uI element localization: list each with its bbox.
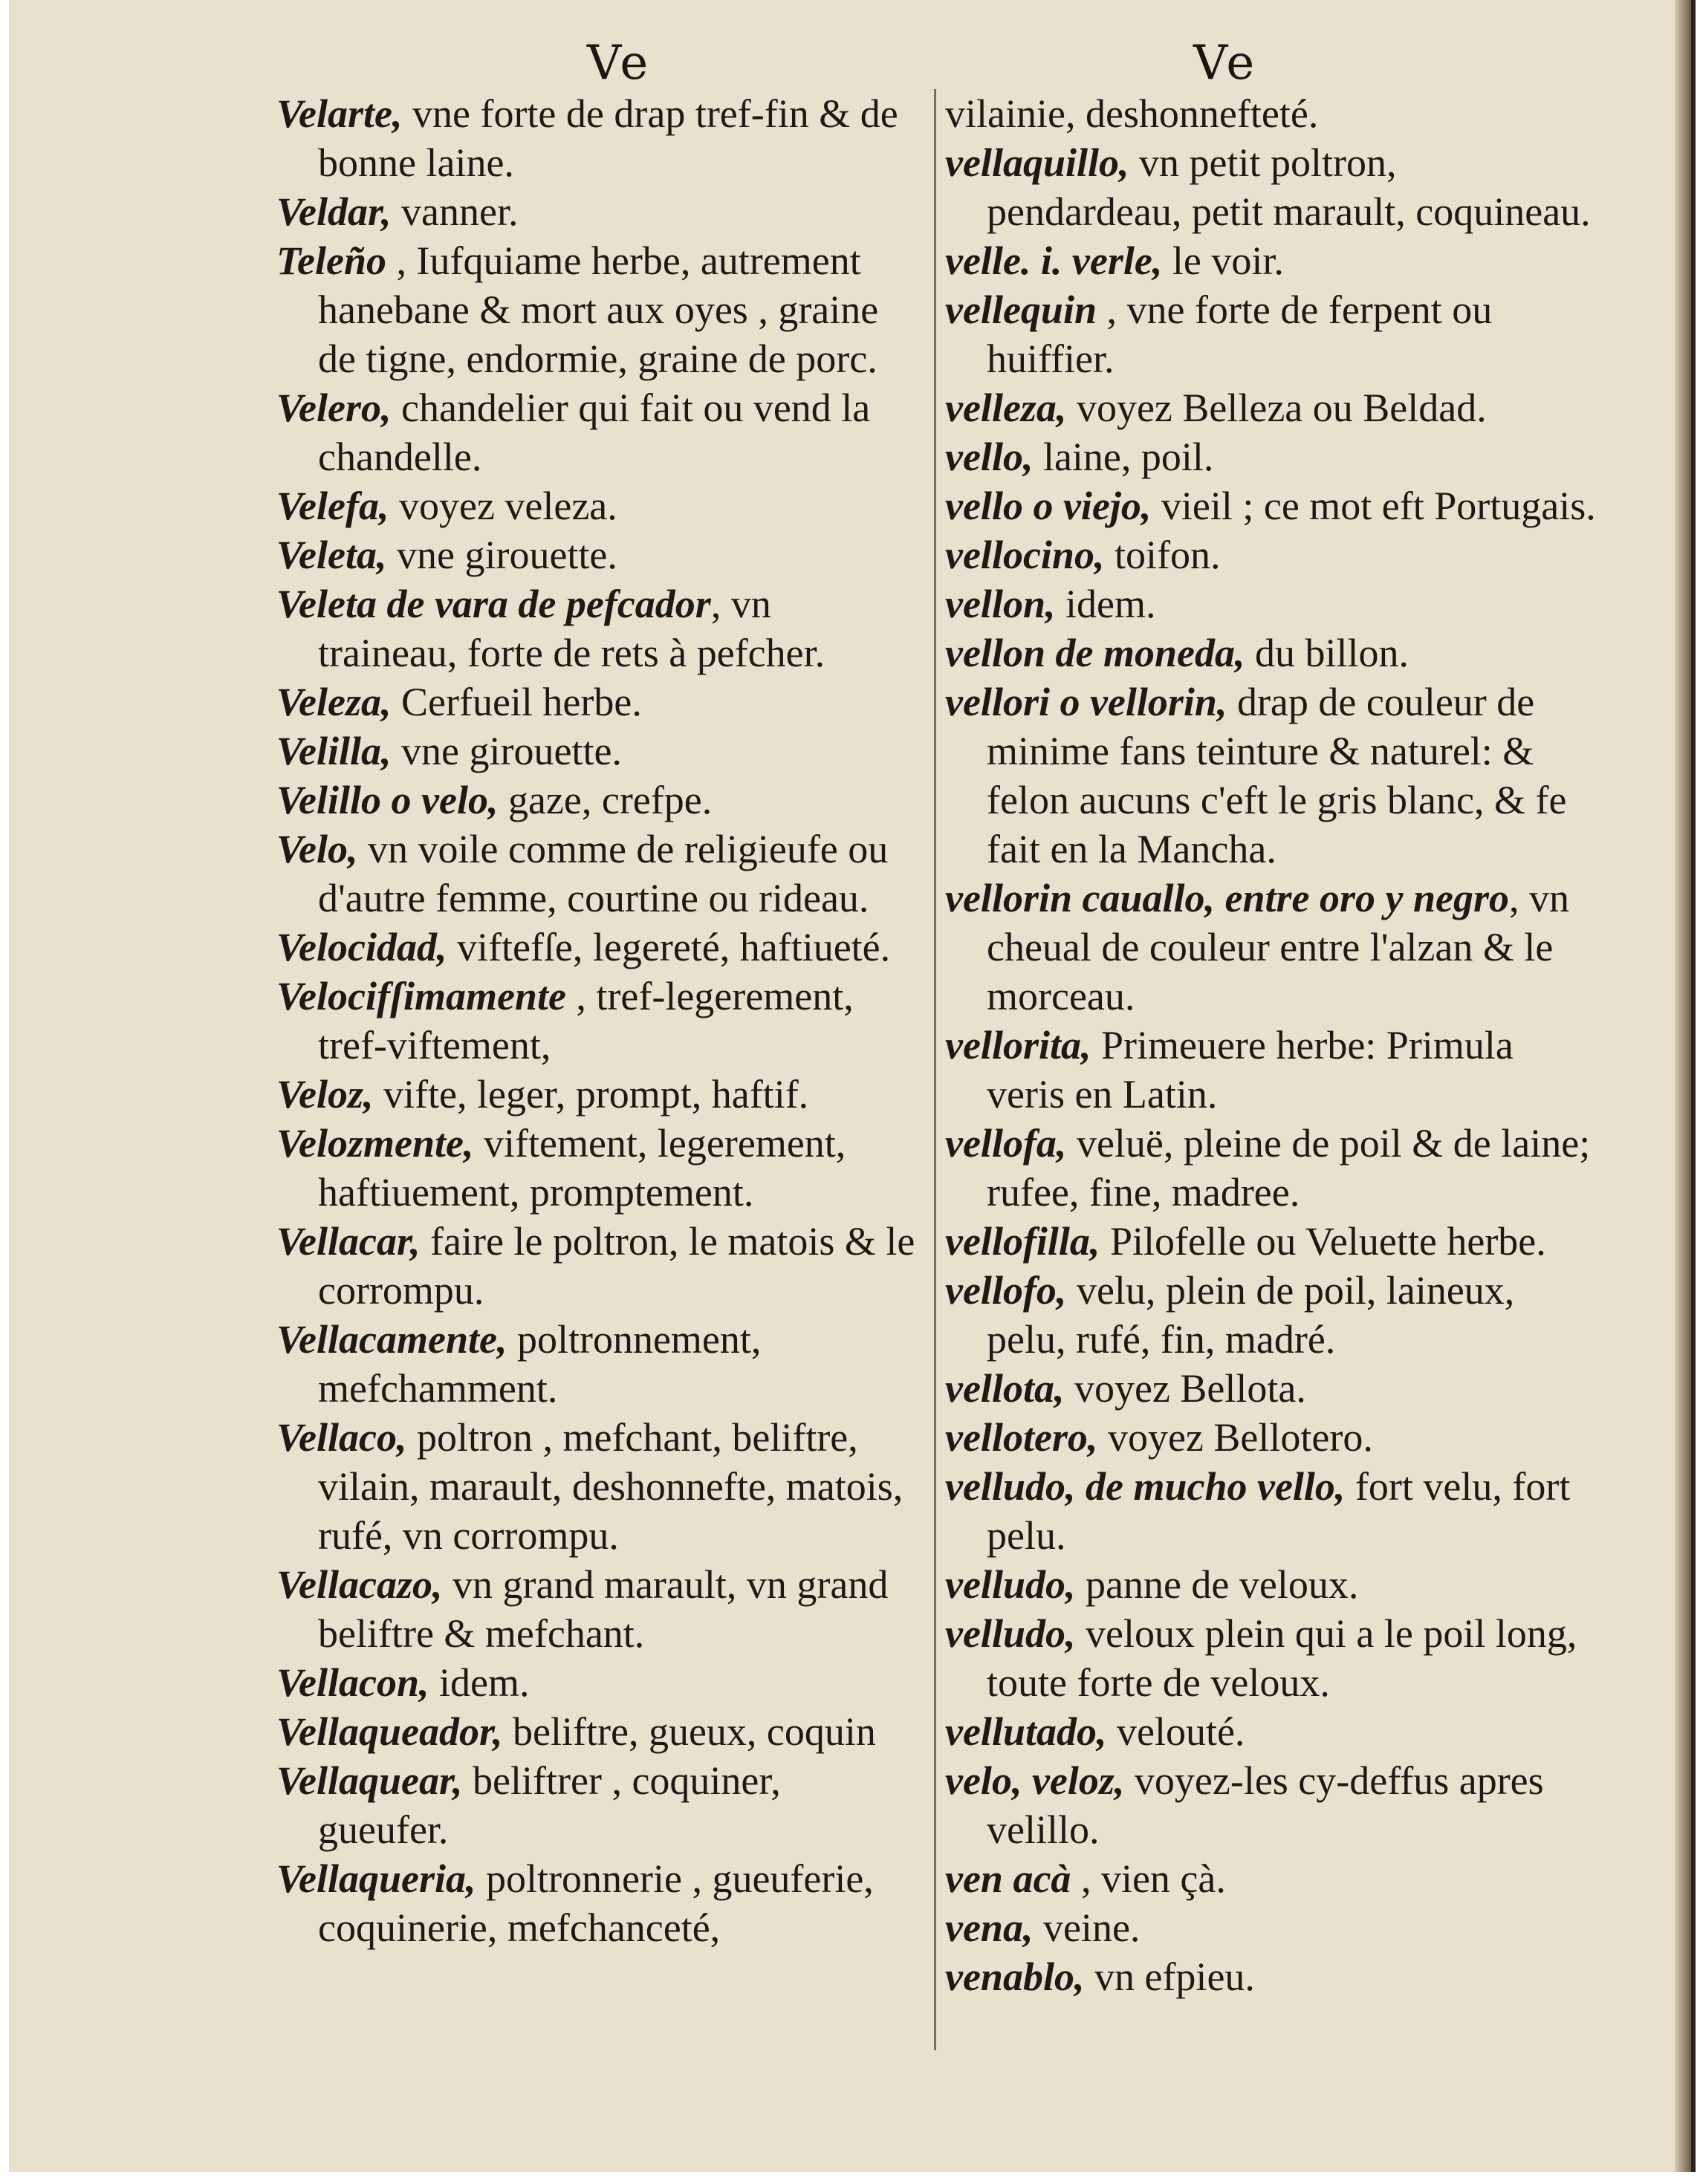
entry-headword: Velilla,	[276, 729, 392, 773]
running-header-left: Ve	[587, 36, 652, 91]
entry-definition: veine.	[1033, 1905, 1141, 1950]
entry-headword: Veleta de vara de pefcador	[276, 582, 711, 626]
entry-headword: vellota,	[945, 1366, 1065, 1411]
dictionary-entry	[276, 1070, 919, 1119]
entry-definition: voyez Belleza ou Beldad.	[1066, 386, 1487, 430]
entry-definition: vne girouette.	[391, 729, 622, 773]
dictionary-entry	[276, 677, 919, 727]
entry-definition: vifte, leger, prompt, haftif.	[373, 1072, 809, 1117]
dictionary-entry	[945, 1364, 1599, 1413]
dictionary-entry	[276, 383, 919, 481]
entry-headword: vello,	[945, 435, 1034, 479]
dictionary-entry	[276, 1217, 919, 1315]
dictionary-entry	[945, 1462, 1599, 1560]
entry-definition: panne de veloux.	[1075, 1562, 1359, 1607]
entry-definition: fort velu, fort pelu.	[987, 1464, 1571, 1558]
dictionary-entry	[945, 874, 1599, 1021]
entry-definition: , vn traineau, forte de rets à pefcher.	[318, 582, 825, 675]
entry-definition: , Iufquiame herbe, autrement hanebane & mort aux oyes , graine de tigne, endormie, graine de porc.	[318, 238, 879, 381]
entry-definition: Primeuere herbe: Primula veris en Latin.	[987, 1023, 1514, 1117]
entry-definition: toifon.	[1104, 533, 1221, 577]
entry-headword: vellon de moneda,	[945, 631, 1245, 675]
entry-definition: vn petit poltron, pendardeau, petit marault, coquineau.	[987, 140, 1591, 234]
entry-definition: vn grand marault, vn grand beliftre & mefchant.	[318, 1562, 889, 1656]
dictionary-entry	[276, 1756, 919, 1854]
dictionary-entry	[945, 236, 1599, 285]
entry-definition: vieil ; ce mot eft Portugais.	[1151, 484, 1596, 528]
dictionary-entry	[945, 628, 1599, 677]
entry-headword: Velillo o velo,	[276, 778, 499, 822]
entry-headword: velleza,	[945, 386, 1067, 430]
entry-definition: veloux plein qui a le poil long, toute forte de veloux.	[987, 1611, 1577, 1705]
entry-definition: vn efpieu.	[1084, 1954, 1255, 1999]
entry-definition: viftefſe, legereté, haftiueté.	[447, 925, 891, 969]
entry-definition: vn voile comme de religieufe ou d'autre femme, courtine ou rideau.	[318, 827, 889, 920]
dictionary-entry	[276, 579, 919, 677]
entry-headword: Velozmente,	[276, 1121, 474, 1166]
entry-headword: Velarte,	[276, 91, 403, 136]
entry-headword: Veleta,	[276, 533, 387, 577]
dictionary-entry	[945, 432, 1599, 481]
entry-headword: velle. i. verle,	[945, 238, 1163, 283]
entry-definition: voyez Bellota.	[1064, 1366, 1306, 1411]
dictionary-entry	[945, 579, 1599, 628]
entry-headword: vellori o vellorin,	[945, 680, 1227, 724]
entry-headword: vellofo,	[945, 1268, 1067, 1313]
entry-definition: , vien çà.	[1071, 1856, 1226, 1901]
entry-headword: vellutado,	[945, 1709, 1107, 1754]
dictionary-entry	[276, 1413, 919, 1560]
entry-headword: Vellaquear,	[276, 1758, 463, 1803]
entry-definition: , vn cheual de couleur entre l'alzan & le morceau.	[987, 876, 1569, 1018]
left-column	[276, 89, 919, 1952]
entry-headword: Veleza,	[276, 680, 392, 724]
entry-definition: beliftrer , coquiner, gueufer.	[318, 1758, 781, 1852]
entry-headword: vellofa,	[945, 1121, 1067, 1166]
dictionary-entry	[945, 1413, 1599, 1462]
dictionary-entry	[276, 1560, 919, 1658]
dictionary-entry	[276, 1707, 919, 1756]
entry-headword: Velocifſimamente	[276, 974, 566, 1018]
dictionary-entry	[276, 972, 919, 1070]
dictionary-entry	[945, 1903, 1599, 1952]
dictionary-entry	[276, 776, 919, 825]
entry-headword: velo, veloz,	[945, 1758, 1125, 1803]
entry-headword: vellotero,	[945, 1415, 1098, 1460]
entry-headword: venablo,	[945, 1954, 1085, 1999]
entry-headword: velludo,	[945, 1611, 1076, 1656]
entry-definition: idem.	[1055, 582, 1156, 626]
entry-headword: velludo,	[945, 1562, 1076, 1607]
dictionary-entry	[945, 1952, 1599, 2001]
entry-definition: Pilofelle ou Veluette herbe.	[1100, 1219, 1546, 1264]
dictionary-entry	[945, 1119, 1599, 1217]
entry-headword: vellorin cauallo, entre oro y negro	[945, 876, 1509, 920]
dictionary-entry	[276, 825, 919, 923]
dictionary-entry	[945, 1609, 1599, 1707]
dictionary-entry	[945, 89, 1599, 138]
entry-definition: voyez veleza.	[389, 484, 617, 528]
entry-definition: voyez-les cy-deffus apres velillo.	[987, 1758, 1544, 1852]
entry-definition: , tref-legerement, tref-viftement,	[318, 974, 854, 1067]
entry-headword: Vellaco,	[276, 1415, 407, 1460]
entry-definition: velu, plein de poil, laineux, pelu, rufé, fin, madré.	[987, 1268, 1515, 1362]
dictionary-entry	[945, 138, 1599, 236]
dictionary-entry	[945, 383, 1599, 432]
entry-headword: Velocidad,	[276, 925, 447, 969]
entry-definition: drap de couleur de minime fans teinture & naturel: & felon aucuns c'eft le gris blanc, & fe fait en la Mancha.	[987, 680, 1567, 871]
entry-definition: poltron , mefchant, beliftre, vilain, marault, deshonnefte, matois, rufé, vn corrompu.	[318, 1415, 903, 1558]
entry-definition: poltronnement, mefchamment.	[318, 1317, 762, 1411]
dictionary-entry	[945, 1707, 1599, 1756]
entry-headword: Veloz,	[276, 1072, 374, 1117]
dictionary-entry	[276, 236, 919, 383]
dictionary-entry	[945, 1021, 1599, 1119]
entry-definition: , vne forte de ferpent ou huiffier.	[987, 287, 1493, 381]
dictionary-entry	[276, 923, 919, 972]
dictionary-entry	[276, 727, 919, 776]
entry-definition: beliftre, gueux, coquin	[502, 1709, 876, 1754]
dictionary-entry	[945, 1266, 1599, 1364]
entry-definition: vne girouette.	[386, 533, 617, 577]
entry-headword: vena,	[945, 1905, 1034, 1950]
entry-headword: Teleño	[276, 238, 386, 283]
running-header-right: Ve	[1193, 36, 1258, 91]
entry-definition: le voir.	[1162, 238, 1284, 283]
entry-headword: vellon,	[945, 582, 1056, 626]
entry-headword: vellocino,	[945, 533, 1105, 577]
entry-definition: du billon.	[1245, 631, 1409, 675]
entry-definition: poltronnerie , gueuferie, coquinerie, mefchanceté,	[318, 1856, 874, 1950]
entry-headword: ven acà	[945, 1856, 1071, 1901]
entry-definition: vne forte de drap tref-fin & de bonne laine.	[318, 91, 898, 185]
right-column	[945, 89, 1599, 2001]
dictionary-entry	[276, 481, 919, 530]
entry-headword: vello o viejo,	[945, 484, 1152, 528]
entry-definition: chandelier qui fait ou vend la chandelle.	[318, 386, 871, 479]
entry-headword: vellorita,	[945, 1023, 1091, 1067]
dictionary-entry	[945, 677, 1599, 874]
entry-definition: voyez Bellotero.	[1097, 1415, 1373, 1460]
column-divider	[934, 89, 936, 2050]
entry-definition: laine, poil.	[1033, 435, 1214, 479]
entry-definition: vanner.	[391, 189, 519, 234]
dictionary-entry	[276, 187, 919, 236]
entry-definition: velouté.	[1106, 1709, 1245, 1754]
entry-headword: Velero,	[276, 386, 392, 430]
entry-headword: vellofilla,	[945, 1219, 1100, 1264]
dictionary-entry	[276, 89, 919, 187]
entry-definition: viftement, legerement, haftiuement, promptement.	[318, 1121, 846, 1215]
dictionary-entry	[945, 285, 1599, 383]
dictionary-entry	[276, 1119, 919, 1217]
entry-headword: Vellacazo,	[276, 1562, 443, 1607]
dictionary-entry	[945, 1560, 1599, 1609]
dictionary-entry	[945, 1756, 1599, 1854]
entry-definition: veluë, pleine de poil & de laine; rufee, fine, madree.	[987, 1121, 1591, 1215]
entry-headword: Veldar,	[276, 189, 392, 234]
entry-headword: Velefa,	[276, 484, 389, 528]
entry-headword: Vellacamente,	[276, 1317, 507, 1362]
entry-definition: idem.	[429, 1660, 530, 1705]
entry-headword: Vellacar,	[276, 1219, 421, 1264]
dictionary-entry	[276, 1315, 919, 1413]
entry-definition: faire le poltron, le matois & le corrompu.	[318, 1219, 915, 1313]
entry-headword: Vellaqueador,	[276, 1709, 503, 1754]
entry-headword: Velo,	[276, 827, 358, 871]
dictionary-entry	[276, 530, 919, 579]
entry-headword: Vellaqueria,	[276, 1856, 476, 1901]
dictionary-entry	[945, 530, 1599, 579]
entry-headword: Vellacon,	[276, 1660, 429, 1705]
entry-headword: vellequin	[945, 287, 1097, 332]
entry-headword: vellaquillo,	[945, 140, 1129, 185]
entry-definition: Cerfueil herbe.	[391, 680, 642, 724]
page-edge-shadow	[1675, 0, 1691, 2172]
dictionary-entry	[276, 1658, 919, 1707]
dictionary-entry	[945, 1854, 1599, 1903]
entry-headword: velludo, de mucho vello,	[945, 1464, 1346, 1509]
entry-definition: gaze, crefpe.	[498, 778, 713, 822]
dictionary-entry	[945, 1217, 1599, 1266]
dictionary-entry	[945, 481, 1599, 530]
dictionary-entry	[276, 1854, 919, 1952]
entry-definition: vilainie, deshonnefteté.	[945, 91, 1319, 136]
